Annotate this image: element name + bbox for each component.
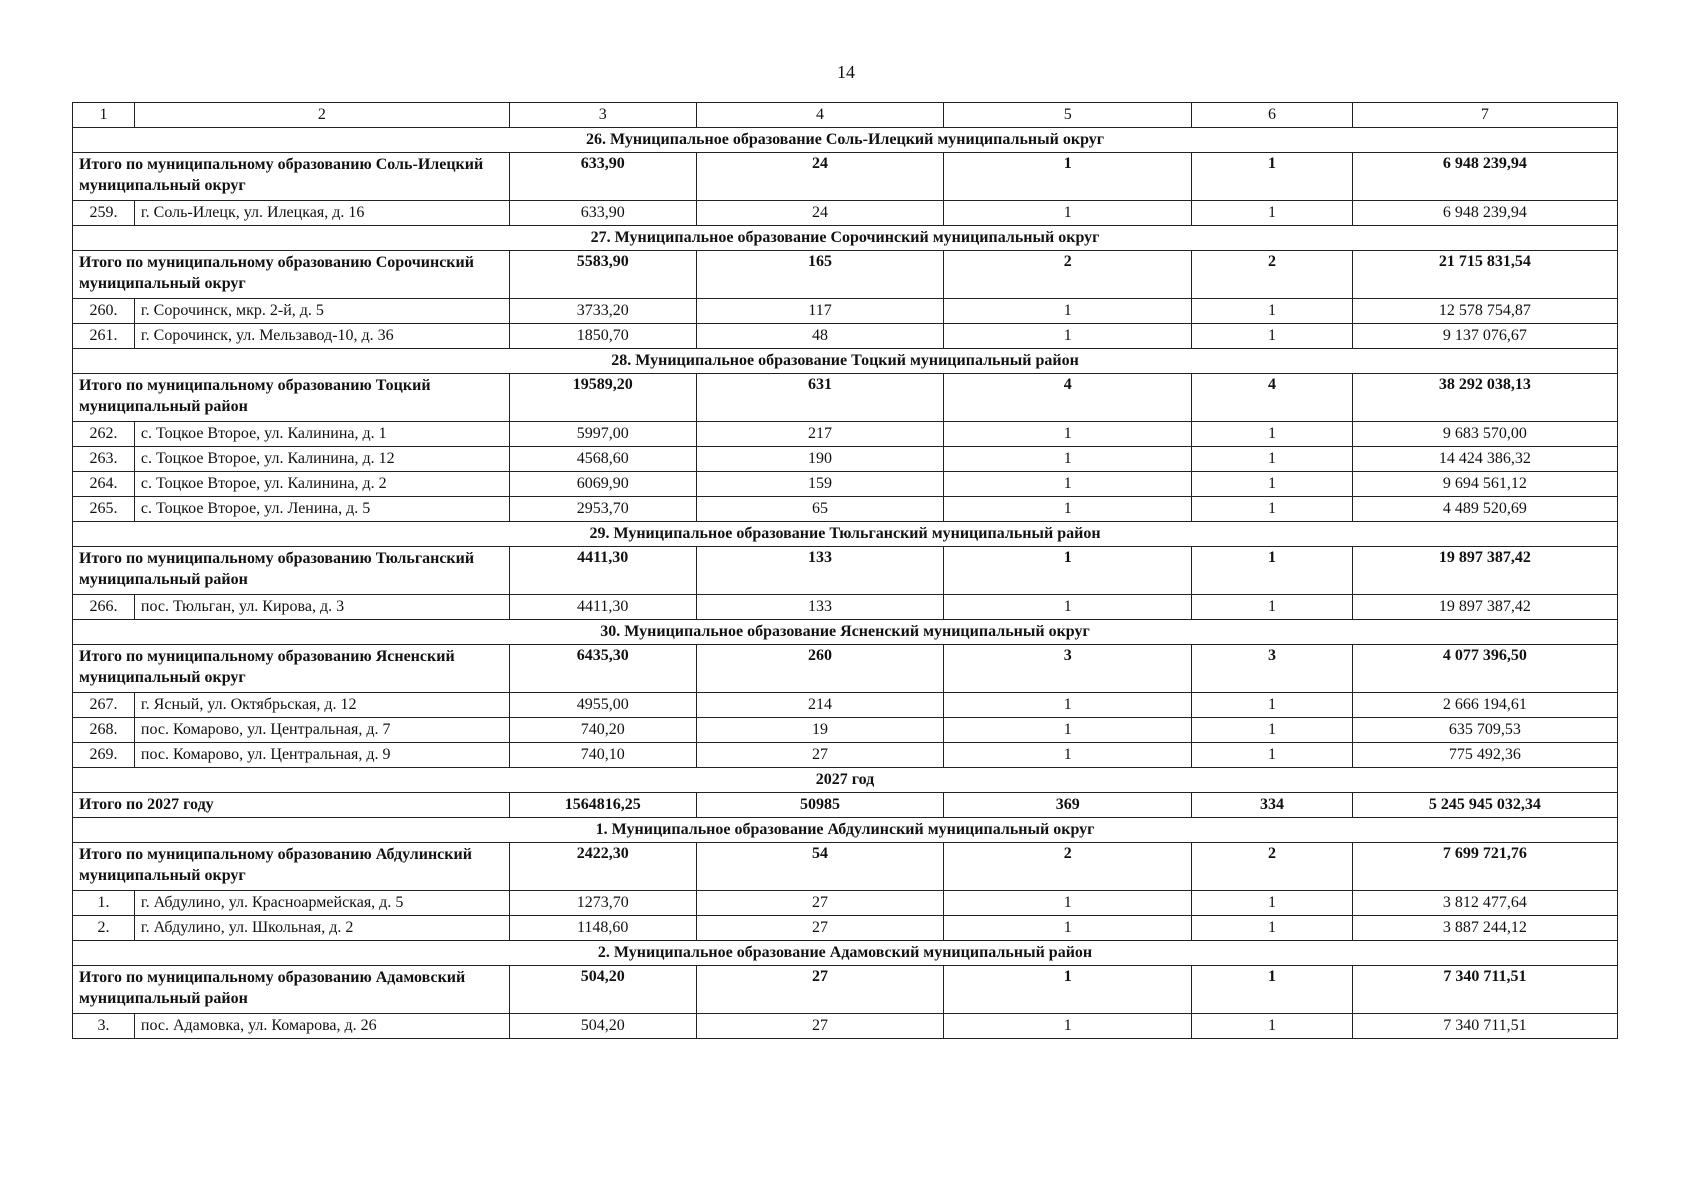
cost-value: 2 666 194,61 (1352, 693, 1617, 718)
address: пос. Комарово, ул. Центральная, д. 7 (134, 718, 509, 743)
cost-value: 3 812 477,64 (1352, 891, 1617, 916)
count-value: 4 (1192, 374, 1353, 422)
cost-value: 7 340 711,51 (1352, 1014, 1617, 1039)
count-value: 1 (1192, 1014, 1353, 1039)
count-value: 1 (944, 966, 1192, 1014)
column-number-row (73, 103, 1618, 128)
count-value: 2 (1192, 843, 1353, 891)
count-value: 1 (1192, 595, 1353, 620)
count-value: 1 (944, 497, 1192, 522)
address: пос. Комарово, ул. Центральная, д. 9 (134, 743, 509, 768)
area-value: 2422,30 (509, 843, 696, 891)
count-value: 1 (1192, 497, 1353, 522)
cost-value: 9 694 561,12 (1352, 472, 1617, 497)
table-row (73, 1014, 1618, 1039)
count-value: 1 (944, 447, 1192, 472)
area-value: 504,20 (509, 1014, 696, 1039)
section-title: 2. Муниципальное образование Адамовский муниципальный район (73, 941, 1618, 966)
area-value: 1850,70 (509, 324, 696, 349)
cost-value: 19 897 387,42 (1352, 547, 1617, 595)
count-value: 1 (944, 891, 1192, 916)
section-title: 30. Муниципальное образование Ясненский муниципальный округ (73, 620, 1618, 645)
column-number: 3 (509, 103, 696, 128)
column-number: 2 (134, 103, 509, 128)
cost-value: 6 948 239,94 (1352, 153, 1617, 201)
area-value: 6435,30 (509, 645, 696, 693)
section-title: 1. Муниципальное образование Абдулинский муниципальный округ (73, 818, 1618, 843)
section-header-row (73, 818, 1618, 843)
subtotal-row (73, 966, 1618, 1014)
address: с. Тоцкое Второе, ул. Калинина, д. 12 (134, 447, 509, 472)
area-value: 1564816,25 (509, 793, 696, 818)
cost-value: 4 489 520,69 (1352, 497, 1617, 522)
count-value: 1 (944, 595, 1192, 620)
count-value: 2 (944, 251, 1192, 299)
count-value: 1 (1192, 718, 1353, 743)
subtotal-row (73, 153, 1618, 201)
row-number: 264. (73, 472, 135, 497)
total-label: Итого по 2027 году (73, 793, 510, 818)
residents-value: 65 (696, 497, 944, 522)
address: г. Абдулино, ул. Школьная, д. 2 (134, 916, 509, 941)
count-value: 1 (1192, 201, 1353, 226)
table-row (73, 422, 1618, 447)
count-value: 1 (1192, 299, 1353, 324)
subtotal-row (73, 374, 1618, 422)
address: пос. Адамовка, ул. Комарова, д. 26 (134, 1014, 509, 1039)
row-number: 263. (73, 447, 135, 472)
column-number: 1 (73, 103, 135, 128)
area-value: 5997,00 (509, 422, 696, 447)
residents-value: 27 (696, 891, 944, 916)
area-value: 4568,60 (509, 447, 696, 472)
count-value: 1 (1192, 422, 1353, 447)
area-value: 4411,30 (509, 547, 696, 595)
table-row (73, 891, 1618, 916)
row-number: 261. (73, 324, 135, 349)
count-value: 1 (944, 201, 1192, 226)
residents-value: 48 (696, 324, 944, 349)
row-number: 262. (73, 422, 135, 447)
subtotal-row (73, 547, 1618, 595)
address: г. Ясный, ул. Октябрьская, д. 12 (134, 693, 509, 718)
area-value: 1273,70 (509, 891, 696, 916)
subtotal-row (73, 645, 1618, 693)
row-number: 1. (73, 891, 135, 916)
address: пос. Тюльган, ул. Кирова, д. 3 (134, 595, 509, 620)
cost-value: 38 292 038,13 (1352, 374, 1617, 422)
count-value: 4 (944, 374, 1192, 422)
residents-value: 54 (696, 843, 944, 891)
table-row (73, 299, 1618, 324)
residents-value: 133 (696, 547, 944, 595)
section-title: 29. Муниципальное образование Тюльганский муниципальный район (73, 522, 1618, 547)
area-value: 1148,60 (509, 916, 696, 941)
address: г. Сорочинск, мкр. 2-й, д. 5 (134, 299, 509, 324)
cost-value: 19 897 387,42 (1352, 595, 1617, 620)
area-value: 740,20 (509, 718, 696, 743)
address: с. Тоцкое Второе, ул. Калинина, д. 1 (134, 422, 509, 447)
count-value: 1 (944, 153, 1192, 201)
total-label: Итого по муниципальному образованию Тюльганский муниципальный район (73, 547, 510, 595)
table-row (73, 324, 1618, 349)
table-row (73, 916, 1618, 941)
cost-value: 9 683 570,00 (1352, 422, 1617, 447)
address: г. Абдулино, ул. Красноармейская, д. 5 (134, 891, 509, 916)
page-number: 14 (837, 62, 855, 82)
section-header-row (73, 620, 1618, 645)
count-value: 1 (1192, 153, 1353, 201)
address: г. Сорочинск, ул. Мельзавод-10, д. 36 (134, 324, 509, 349)
area-value: 504,20 (509, 966, 696, 1014)
residents-value: 159 (696, 472, 944, 497)
count-value: 1 (944, 916, 1192, 941)
row-number: 2. (73, 916, 135, 941)
table-row (73, 743, 1618, 768)
address: г. Соль-Илецк, ул. Илецкая, д. 16 (134, 201, 509, 226)
residents-value: 214 (696, 693, 944, 718)
section-title: 28. Муниципальное образование Тоцкий муниципальный район (73, 349, 1618, 374)
residents-value: 27 (696, 743, 944, 768)
table-row (73, 447, 1618, 472)
cost-value: 5 245 945 032,34 (1352, 793, 1617, 818)
count-value: 1 (1192, 447, 1353, 472)
row-number: 260. (73, 299, 135, 324)
row-number: 267. (73, 693, 135, 718)
row-number: 266. (73, 595, 135, 620)
subtotal-row (73, 843, 1618, 891)
area-value: 3733,20 (509, 299, 696, 324)
residents-value: 19 (696, 718, 944, 743)
table-row (73, 497, 1618, 522)
count-value: 369 (944, 793, 1192, 818)
area-value: 740,10 (509, 743, 696, 768)
count-value: 1 (944, 693, 1192, 718)
area-value: 19589,20 (509, 374, 696, 422)
count-value: 1 (1192, 966, 1353, 1014)
year-header-row (73, 768, 1618, 793)
section-title: 26. Муниципальное образование Соль-Илецкий муниципальный округ (73, 128, 1618, 153)
row-number: 265. (73, 497, 135, 522)
column-number: 7 (1352, 103, 1617, 128)
count-value: 3 (1192, 645, 1353, 693)
count-value: 3 (944, 645, 1192, 693)
total-label: Итого по муниципальному образованию Соль-Илецкий муниципальный округ (73, 153, 510, 201)
residents-value: 260 (696, 645, 944, 693)
area-value: 5583,90 (509, 251, 696, 299)
count-value: 1 (944, 1014, 1192, 1039)
section-title: 27. Муниципальное образование Сорочинский муниципальный округ (73, 226, 1618, 251)
count-value: 1 (1192, 743, 1353, 768)
year-total-row (73, 793, 1618, 818)
count-value: 1 (1192, 891, 1353, 916)
residents-value: 27 (696, 966, 944, 1014)
residents-value: 217 (696, 422, 944, 447)
objects-table (72, 102, 1618, 1039)
count-value: 1 (944, 324, 1192, 349)
area-value: 2953,70 (509, 497, 696, 522)
residents-value: 165 (696, 251, 944, 299)
count-value: 2 (944, 843, 1192, 891)
total-label: Итого по муниципальному образованию Ясненский муниципальный округ (73, 645, 510, 693)
area-value: 6069,90 (509, 472, 696, 497)
residents-value: 24 (696, 201, 944, 226)
cost-value: 7 699 721,76 (1352, 843, 1617, 891)
table-row (73, 693, 1618, 718)
row-number: 3. (73, 1014, 135, 1039)
table-row (73, 595, 1618, 620)
area-value: 4955,00 (509, 693, 696, 718)
table-row (73, 201, 1618, 226)
table-body (73, 103, 1618, 1039)
year-title: 2027 год (73, 768, 1618, 793)
cost-value: 14 424 386,32 (1352, 447, 1617, 472)
count-value: 1 (944, 472, 1192, 497)
cost-value: 775 492,36 (1352, 743, 1617, 768)
count-value: 1 (944, 299, 1192, 324)
residents-value: 133 (696, 595, 944, 620)
cost-value: 635 709,53 (1352, 718, 1617, 743)
cost-value: 21 715 831,54 (1352, 251, 1617, 299)
residents-value: 50985 (696, 793, 944, 818)
column-number: 6 (1192, 103, 1353, 128)
total-label: Итого по муниципальному образованию Адамовский муниципальный район (73, 966, 510, 1014)
count-value: 1 (944, 743, 1192, 768)
cost-value: 3 887 244,12 (1352, 916, 1617, 941)
count-value: 1 (1192, 916, 1353, 941)
area-value: 633,90 (509, 201, 696, 226)
cost-value: 12 578 754,87 (1352, 299, 1617, 324)
count-value: 1 (1192, 547, 1353, 595)
subtotal-row (73, 251, 1618, 299)
total-label: Итого по муниципальному образованию Сорочинский муниципальный округ (73, 251, 510, 299)
table-row (73, 718, 1618, 743)
count-value: 2 (1192, 251, 1353, 299)
section-header-row (73, 941, 1618, 966)
count-value: 1 (1192, 472, 1353, 497)
section-header-row (73, 522, 1618, 547)
total-label: Итого по муниципальному образованию Тоцкий муниципальный район (73, 374, 510, 422)
count-value: 334 (1192, 793, 1353, 818)
residents-value: 117 (696, 299, 944, 324)
section-header-row (73, 349, 1618, 374)
section-header-row (73, 128, 1618, 153)
address: с. Тоцкое Второе, ул. Ленина, д. 5 (134, 497, 509, 522)
row-number: 259. (73, 201, 135, 226)
row-number: 268. (73, 718, 135, 743)
count-value: 1 (944, 547, 1192, 595)
count-value: 1 (1192, 324, 1353, 349)
cost-value: 9 137 076,67 (1352, 324, 1617, 349)
residents-value: 27 (696, 1014, 944, 1039)
residents-value: 27 (696, 916, 944, 941)
column-number: 5 (944, 103, 1192, 128)
section-header-row (73, 226, 1618, 251)
total-label: Итого по муниципальному образованию Абдулинский муниципальный округ (73, 843, 510, 891)
cost-value: 4 077 396,50 (1352, 645, 1617, 693)
residents-value: 24 (696, 153, 944, 201)
area-value: 633,90 (509, 153, 696, 201)
count-value: 1 (1192, 693, 1353, 718)
residents-value: 631 (696, 374, 944, 422)
cost-value: 7 340 711,51 (1352, 966, 1617, 1014)
residents-value: 190 (696, 447, 944, 472)
column-number: 4 (696, 103, 944, 128)
address: с. Тоцкое Второе, ул. Калинина, д. 2 (134, 472, 509, 497)
count-value: 1 (944, 718, 1192, 743)
table-row (73, 472, 1618, 497)
area-value: 4411,30 (509, 595, 696, 620)
count-value: 1 (944, 422, 1192, 447)
cost-value: 6 948 239,94 (1352, 201, 1617, 226)
row-number: 269. (73, 743, 135, 768)
